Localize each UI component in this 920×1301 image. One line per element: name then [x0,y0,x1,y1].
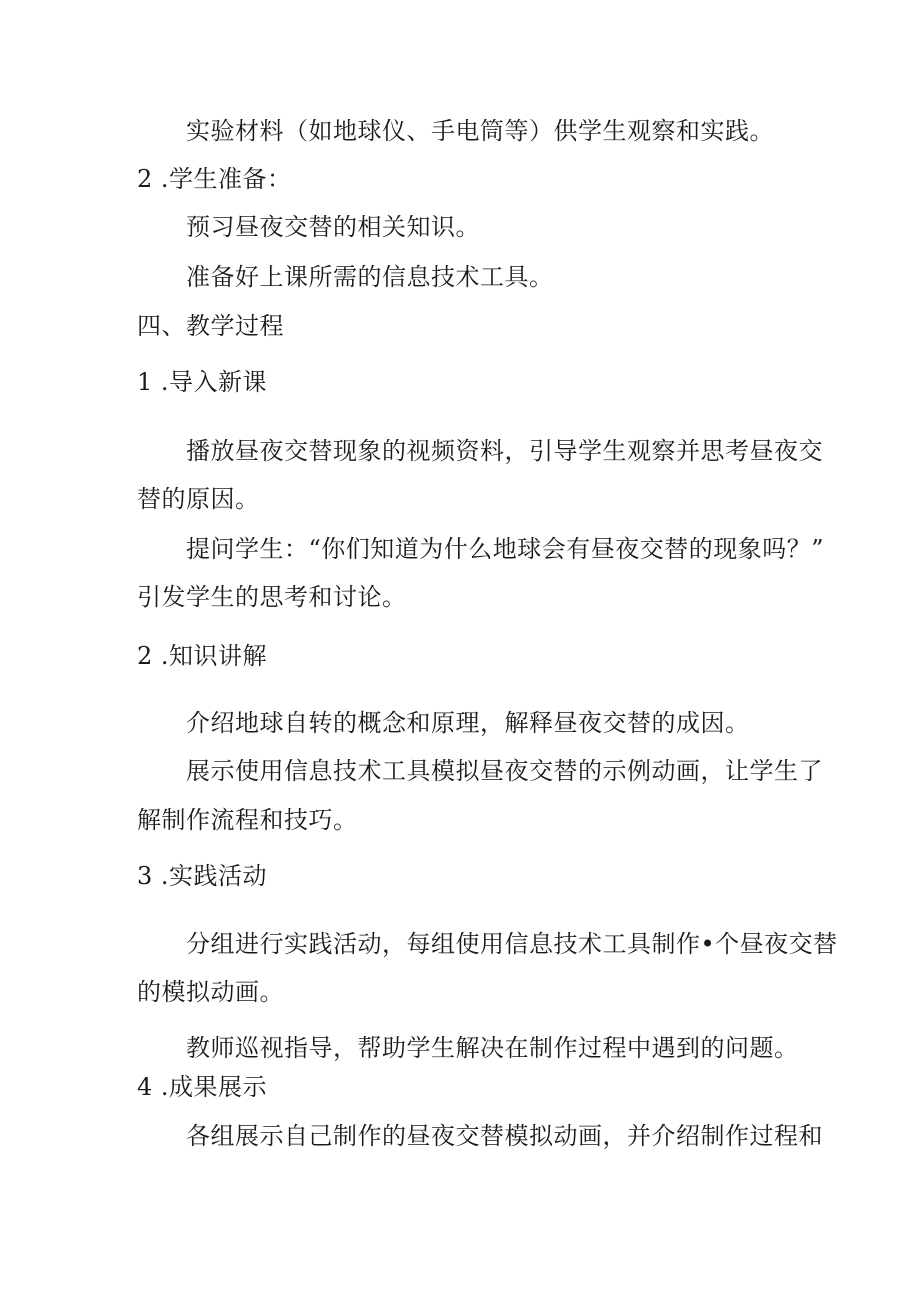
paragraph-group-line2: 的模拟动画。 [137,978,284,1006]
paragraph-demo-line1: 展示使用信息技术工具模拟昼夜交替的示例动画，让学生了 [186,757,823,785]
paragraph-materials: 实验材料（如地球仪、手电筒等）供学生观察和实践。 [186,117,774,145]
heading-results: 4 .成果展示 [137,1073,268,1101]
paragraph-group-line1: 分组进行实践活动，每组使用信息技术工具制作•个昼夜交替 [186,930,838,958]
paragraph-video-line2: 替的原因。 [137,485,260,513]
paragraph-question-line2: 引发学生的思考和讨论。 [137,583,407,611]
heading-practice: 3 .实践活动 [137,862,268,890]
paragraph-showcase: 各组展示自己制作的昼夜交替模拟动画，并介绍制作过程和 [186,1122,823,1150]
heading-knowledge: 2 .知识讲解 [137,642,268,670]
heading-intro: 1 .导入新课 [137,368,268,396]
paragraph-question-line1: 提问学生：“你们知道为什么地球会有昼夜交替的现象吗？” [186,535,825,563]
paragraph-rotation: 介绍地球自转的概念和原理，解释昼夜交替的成因。 [186,709,750,737]
paragraph-demo-line2: 解制作流程和技巧。 [137,806,358,834]
paragraph-video-line1: 播放昼夜交替现象的视频资料，引导学生观察并思考昼夜交 [186,437,823,465]
section-heading-teaching-process: 四、教学过程 [137,312,284,340]
paragraph-tools: 准备好上课所需的信息技术工具。 [186,263,554,291]
heading-student-prep: 2 .学生准备： [137,165,292,193]
paragraph-teacher: 教师巡视指导，帮助学生解决在制作过程中遇到的问题。 [186,1034,799,1062]
paragraph-preview: 预习昼夜交替的相关知识。 [186,213,480,241]
